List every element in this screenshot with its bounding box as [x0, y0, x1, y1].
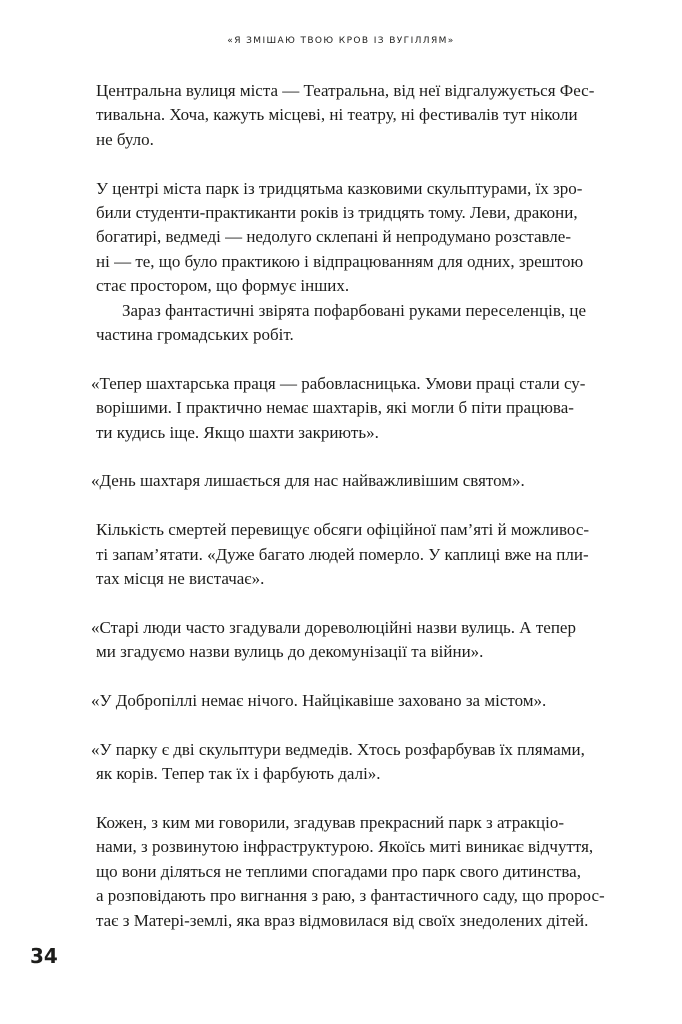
paragraph-painted-animals: Зараз фантастичні звірята пофарбовані руками переселенців, це частина громадських робіт. [96, 300, 587, 345]
running-head: «Я ЗМІШАЮ ТВОЮ КРОВ ІЗ ВУГІЛЛЯМ» [227, 36, 455, 46]
quote-bear-sculptures: «У парку є дві скульптури ведмедів. Хтось розфарбував їх плямами, як корів. Тепер так їх і фарбують далі». [91, 739, 585, 784]
paragraph-deaths-memory: Кількість смертей перевищує обсяги офіційної пам’яті й можливос- ті запам’ятати. «Дуже багато людей померло. У каплиці вже на пли- тах місця не вистачає». [96, 520, 590, 589]
body-text [91, 79, 616, 933]
quote-miners-labor: «Тепер шахтарська праця — рабовласницька. Умови праці стали су- ворішими. І практично немає шахтарів, які могли б піти працюва- ти кудись іще. Якщо шахти закриють». [91, 373, 586, 442]
quote-dobropillia: «У Добропіллі немає нічого. Найцікавіше заховано за містом». [91, 691, 547, 711]
quote-street-names: «Старі люди часто згадували дореволюційні назви вулиць. А тепер ми згадуємо назви вулиць до декомунізації та війни». [91, 617, 576, 662]
paragraph-park-sculptures: У центрі міста парк із тридцятьма казковими скульптурами, їх зро- били студенти-практиканти років із тридцять тому. Леви, дракони, богатирі, ведмеді — недолуго склепані й непродумано розставле- ні — те, що було практикою і відпрацюванням для одних, зрештою стає простором, що формує інших. [96, 178, 584, 296]
quote-miners-day: «День шахтаря лишається для нас найважливішим святом». [91, 471, 525, 491]
page-number: 34 [30, 944, 58, 968]
paragraph-theatre-street: Центральна вулиця міста — Театральна, від неї відгалужується Фес- тивальна. Хоча, кажуть місцеві, ні театру, ні фестивалів тут ніколи не було. [96, 81, 595, 149]
paragraph-paradise-park: Кожен, з ким ми говорили, згадував прекрасний парк з атракціо- нами, з розвинутою інфраструктурою. Якоїсь миті виникає відчуття, що вони діляться не теплими спогадами про парк свого дитинства, а розповідають про вигнання з раю, з фантастичного саду, що пророс- тає з Матері-землі, яка враз відмовилася від своїх знедолених дітей. [96, 813, 605, 930]
